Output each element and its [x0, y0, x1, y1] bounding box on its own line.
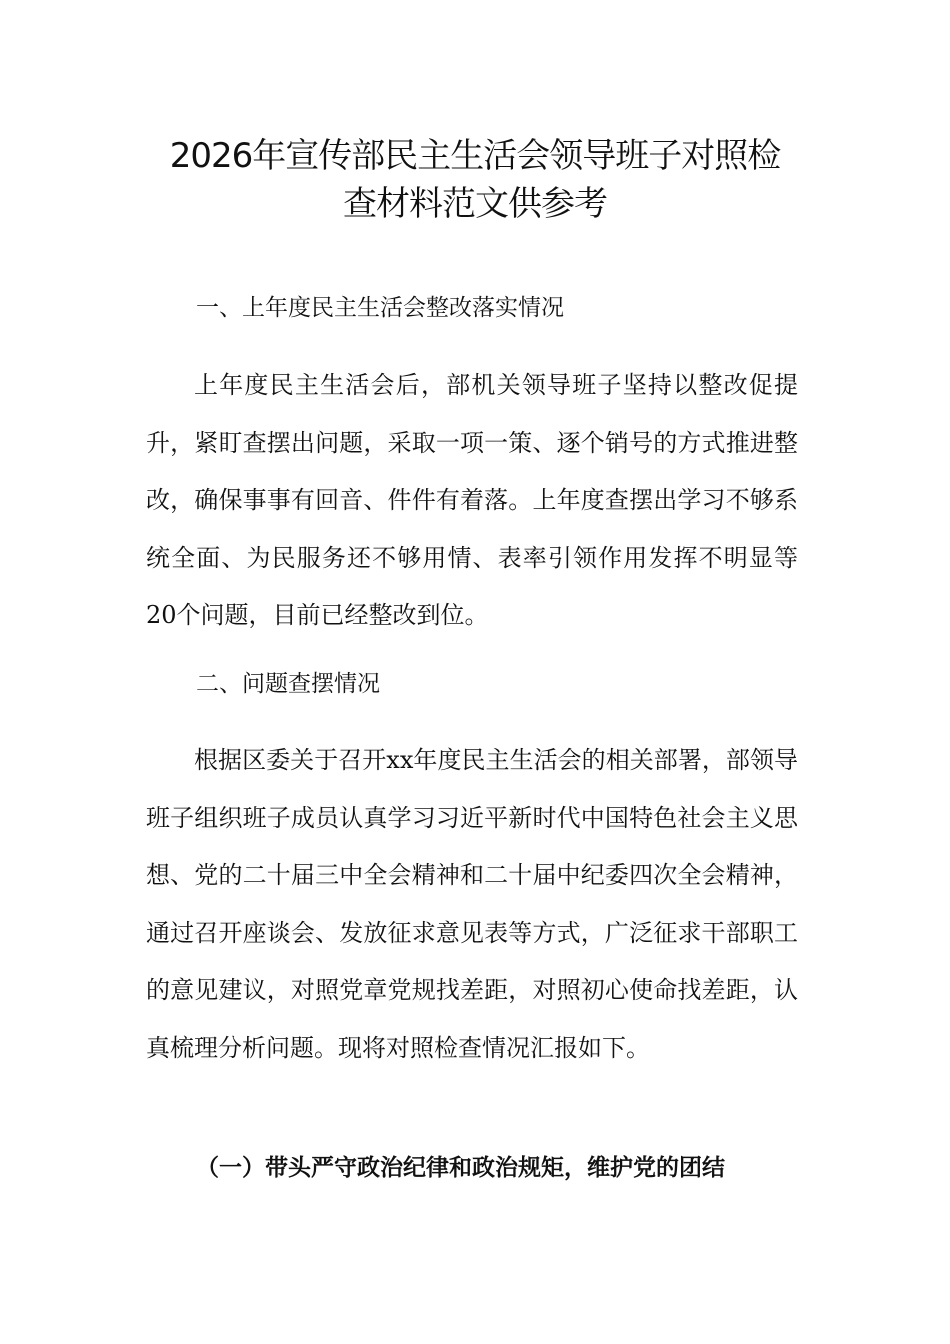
document-title-line-2: 查材料范文供参考 — [343, 184, 607, 224]
section-1-heading: 一、上年度民主生活会整改落实情况 — [196, 295, 564, 321]
section-2-heading: 二、问题查摆情况 — [196, 671, 380, 697]
section-1-paragraph: 上年度民主生活会后，部机关领导班子坚持以整改促提升，紧盯查摆出问题，采取一项一策、逐个销号的方式推进整改，确保事事有回音、件件有着落。上年度查摆出学习不够系统全面、为民服务还不够用情、表率引领作用发挥不明显等20个问题，目前已经整改到位。 — [146, 371, 798, 630]
section-2-paragraph: 根据区委关于召开xx年度民主生活会的相关部署，部领导班子组织班子成员认真学习习近平新时代中国特色社会主义思想、党的二十届三中全会精神和二十届中纪委四次全会精神，通过召开座谈会、发放征求意见表等方式，广泛征求干部职工的意见建议，对照党章党规找差距，对照初心使命找差距，认真梳理分析问题。现将对照检查情况汇报如下。 — [146, 746, 798, 1062]
subsection-1-heading: （一）带头严守政治纪律和政治规矩，维护党的团结 — [196, 1154, 725, 1181]
document-title-line-1: 2026年宣传部民主生活会领导班子对照检 — [169, 136, 781, 176]
